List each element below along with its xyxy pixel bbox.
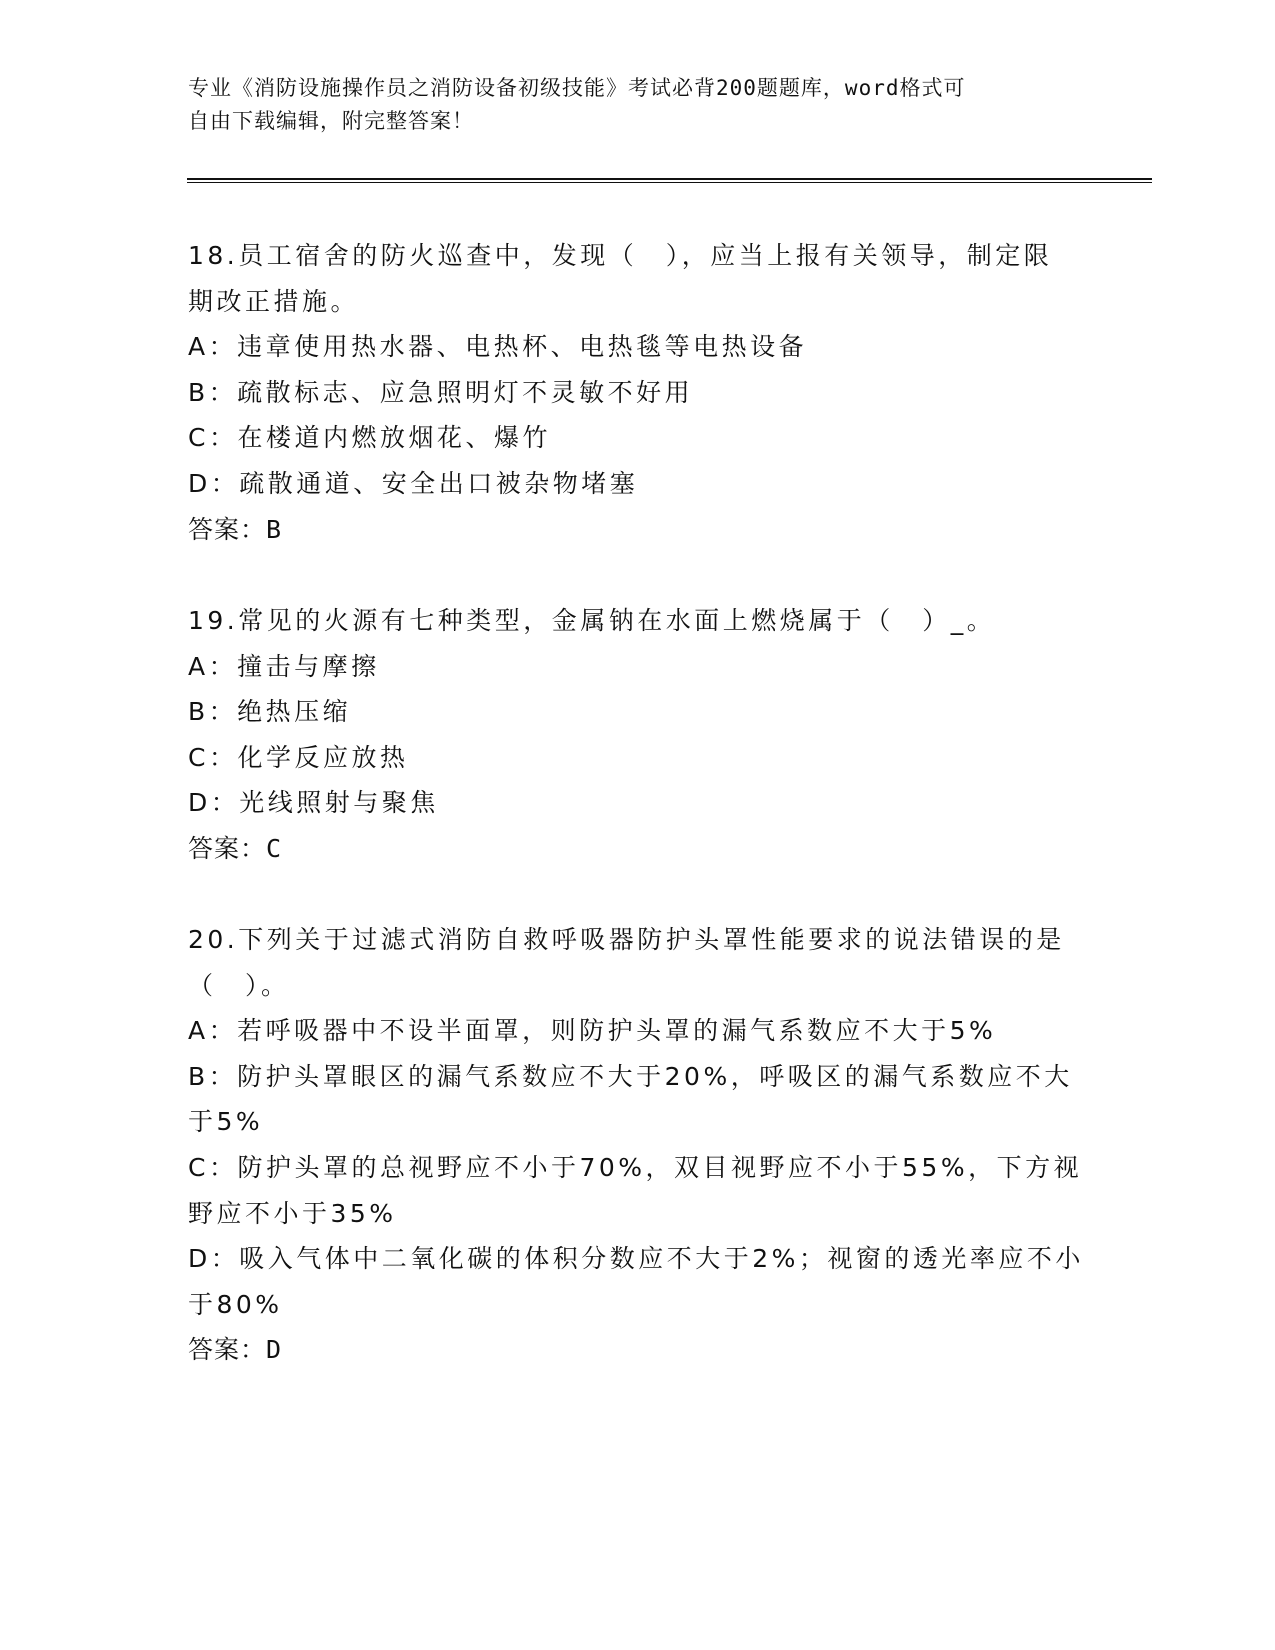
header-divider-thick <box>187 178 1152 180</box>
option-b: B：防护头罩眼区的漏气系数应不大于20%，呼吸区的漏气系数应不大 <box>188 1061 1073 1091</box>
option-c-continued: 野应不小于35% <box>188 1198 397 1228</box>
question-stem-line: 18.员工宿舍的防火巡查中，发现（ ），应当上报有关领导，制定限 <box>188 241 1053 270</box>
header-line-1: 专业《消防设施操作员之消防设备初级技能》考试必背200题题库，word格式可 <box>188 76 966 100</box>
option-b-continued: 于5% <box>188 1107 264 1137</box>
question-stem-line: （ ）。 <box>188 970 290 1000</box>
question-20 <box>188 917 1088 1373</box>
option-d-continued: 于80% <box>188 1289 283 1319</box>
option-c: C：在楼道内燃放烟花、爆竹 <box>188 423 551 453</box>
option-d: D：疏散通道、安全出口被杂物堵塞 <box>188 468 639 498</box>
option-d: D：吸入气体中二氧化碳的体积分数应不大于2%；视窗的透光率应不小 <box>188 1244 1084 1274</box>
header-divider-thin <box>187 182 1152 183</box>
option-c: C：防护头罩的总视野应不小于70%，双目视野应不小于55%，下方视 <box>188 1152 1083 1182</box>
option-d: D：光线照射与聚焦 <box>188 788 439 818</box>
answer: 答案：D <box>188 1335 283 1365</box>
document-header <box>188 72 1088 138</box>
option-a: A：违章使用热水器、电热杯、电热毯等电热设备 <box>188 332 808 362</box>
option-a: A：若呼吸器中不设半面罩，则防护头罩的漏气系数应不大于5% <box>188 1016 997 1046</box>
header-line-2: 自由下载编辑，附完整答案！ <box>188 109 474 133</box>
question-19 <box>188 598 1088 872</box>
option-c: C：化学反应放热 <box>188 742 409 772</box>
question-stem-line: 19.常见的火源有七种类型，金属钠在水面上燃烧属于（ ）_。 <box>188 606 996 635</box>
option-b: B：绝热压缩 <box>188 697 352 727</box>
answer: 答案：C <box>188 833 283 863</box>
question-18 <box>188 233 1088 552</box>
question-stem-line: 20.下列关于过滤式消防自救呼吸器防护头罩性能要求的说法错误的是 <box>188 925 1065 954</box>
option-b: B：疏散标志、应急照明灯不灵敏不好用 <box>188 377 694 407</box>
question-stem-line: 期改正措施。 <box>188 286 360 316</box>
answer: 答案：B <box>188 514 283 544</box>
option-a: A：撞击与摩擦 <box>188 651 380 681</box>
